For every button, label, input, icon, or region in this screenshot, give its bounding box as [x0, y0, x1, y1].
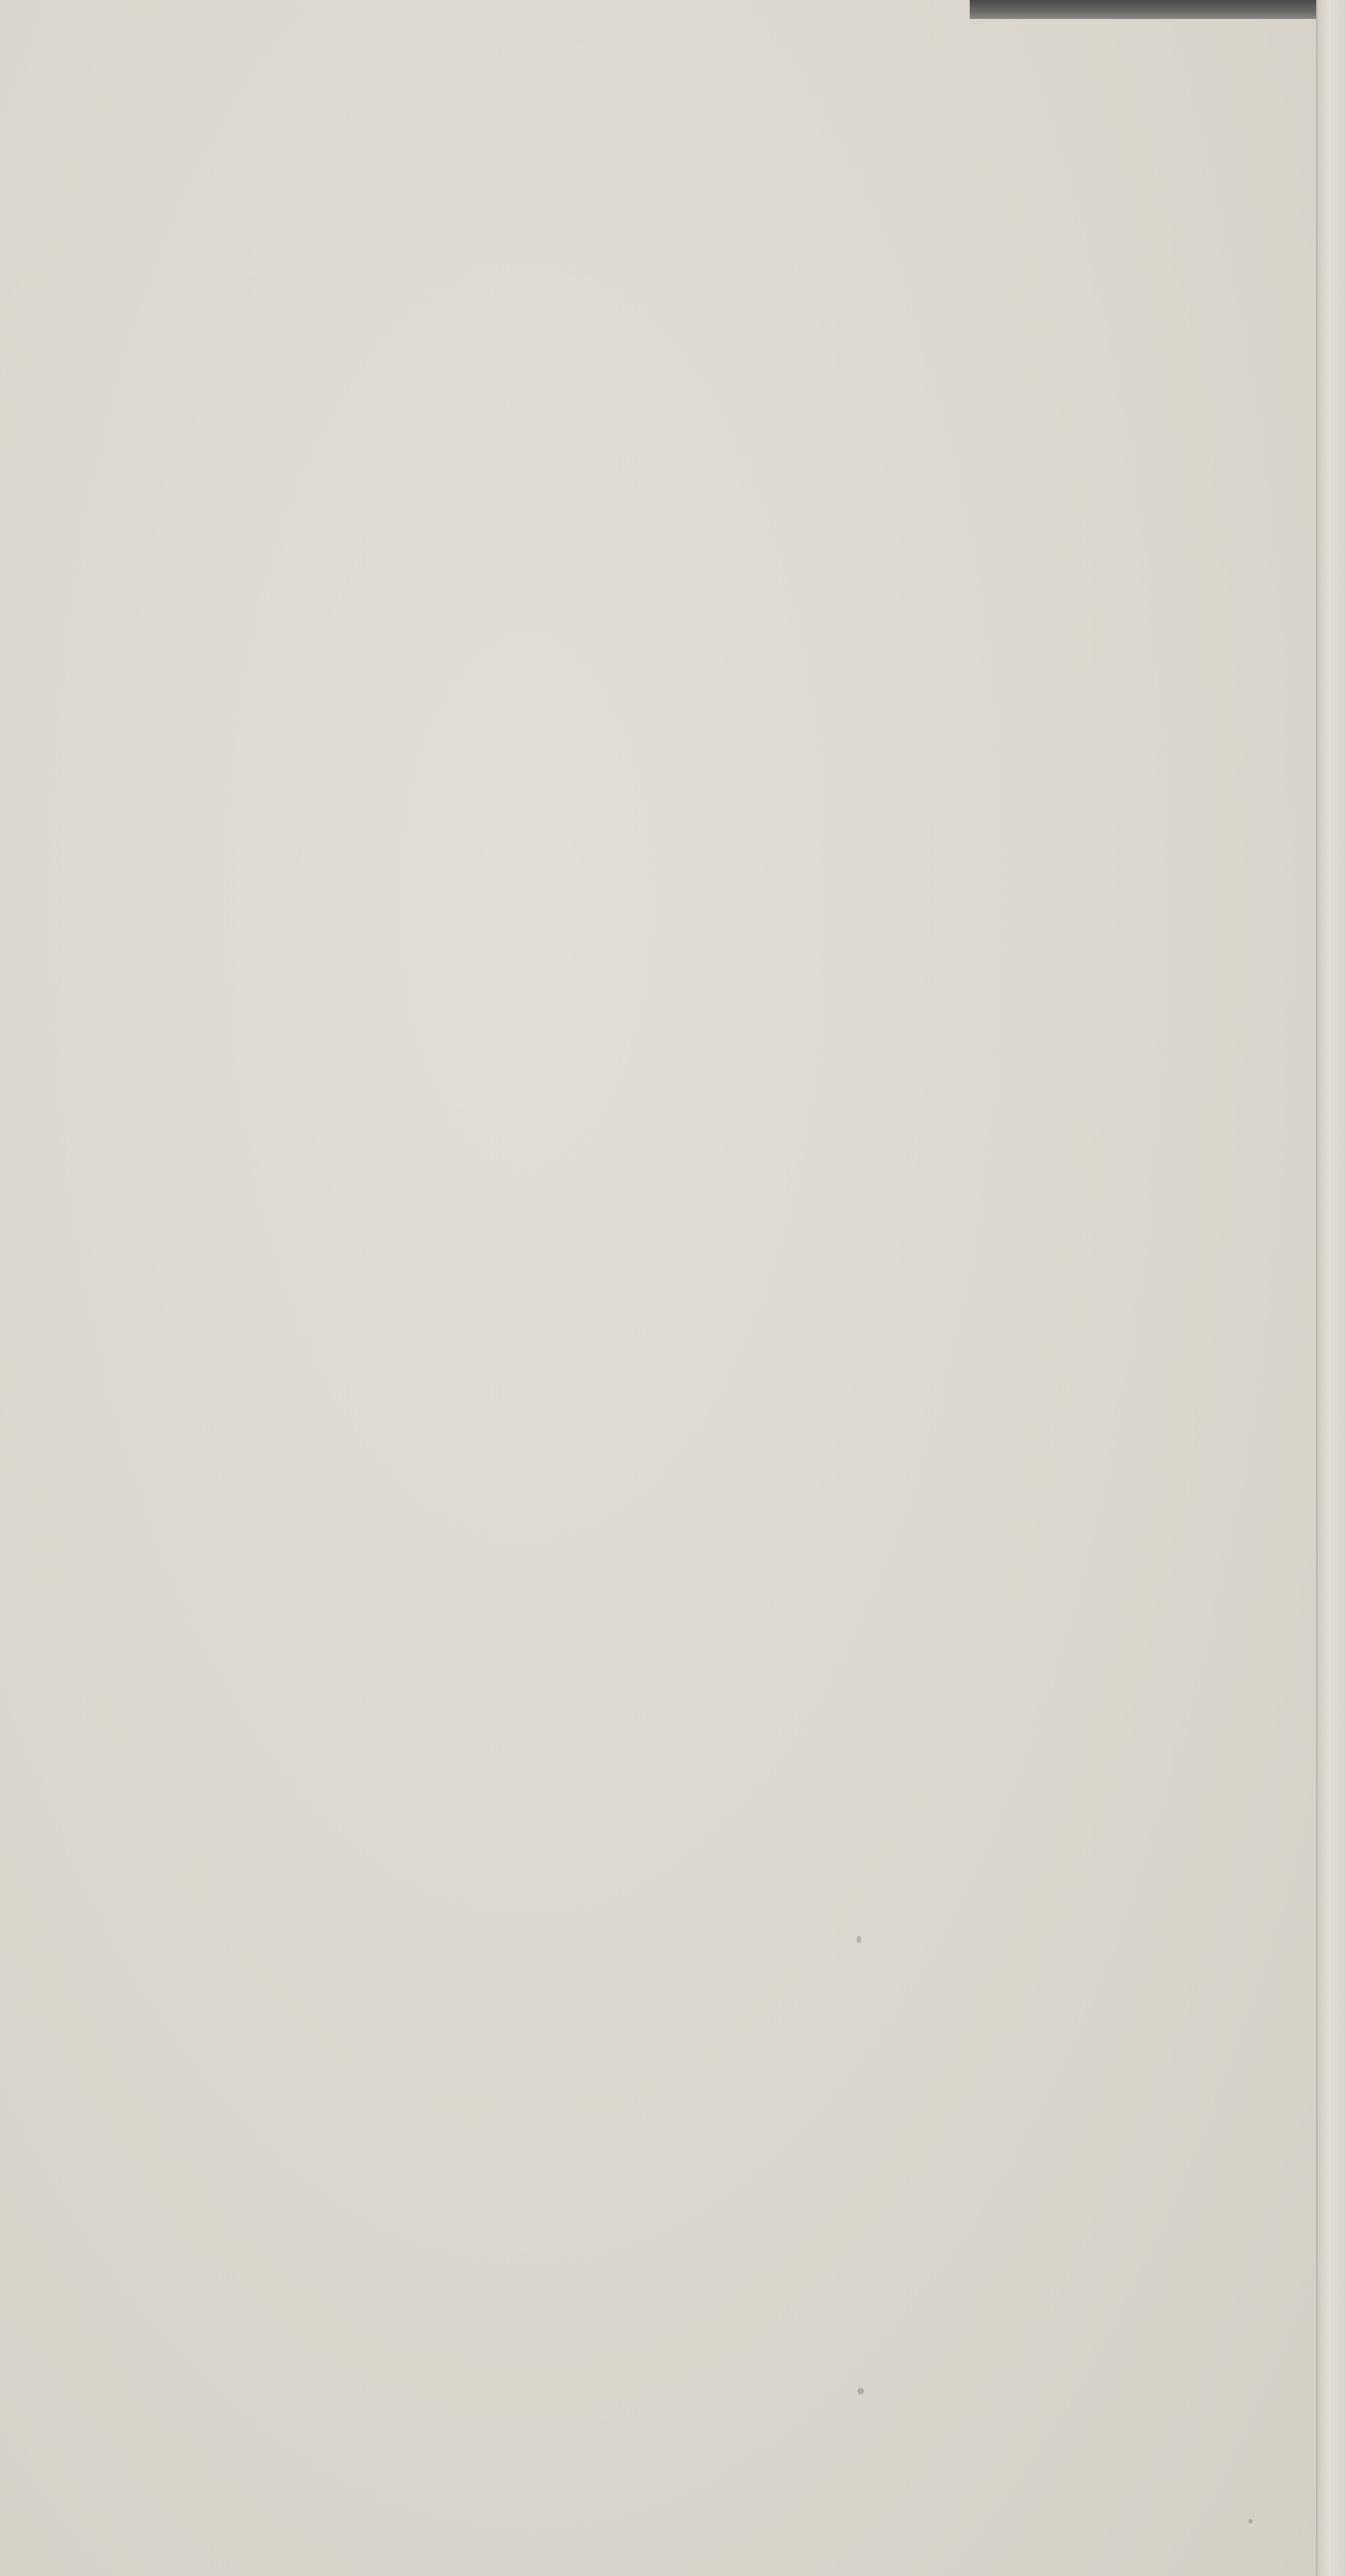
paragraph-packed-line-2 [124, 1712, 1277, 1785]
list-item-9-line-2 [124, 1176, 1277, 1249]
paper-speck [1248, 2519, 1253, 2524]
paragraph-packed [124, 1639, 1277, 1785]
list-item-5 [124, 452, 1277, 525]
adjacent-page-edge [1316, 0, 1346, 2576]
paragraph-simplest-line-1 [124, 1282, 1277, 1355]
list-item-7-line-2 [124, 895, 1277, 968]
list-item-6-line-1 [124, 558, 1277, 631]
list-item-4-line-1 [124, 195, 1277, 268]
list-item-4-line-3 [124, 341, 1277, 414]
paragraph-simplest [124, 1282, 1277, 1501]
list-item-8-line-1 [124, 1003, 1277, 1075]
top-edge-shadow [970, 0, 1317, 19]
paragraph-simplest-line-2 [124, 1355, 1277, 1428]
list-item-9 [124, 1103, 1277, 1249]
list-item-6 [124, 558, 1277, 777]
paper-speck [857, 2388, 864, 2394]
paragraph-covers [124, 1537, 1277, 1610]
paper-speck [857, 1936, 861, 1943]
paragraph-covers-line-1 [124, 1537, 1277, 1610]
paragraph-packed-line-1 [124, 1639, 1277, 1712]
list-item-5-line-1 [124, 452, 1277, 525]
list-item-9-line-1 [124, 1103, 1277, 1176]
list-item-4-line-2 [124, 268, 1277, 341]
list-item-7 [124, 822, 1277, 968]
list-item-6-line-2 [124, 631, 1277, 704]
list-item-4 [124, 195, 1277, 414]
list-item-8 [124, 1003, 1277, 1075]
list-item-6-line-3 [124, 704, 1277, 777]
list-item-7-line-1 [124, 822, 1277, 895]
paragraph-simplest-line-3 [124, 1428, 1277, 1501]
